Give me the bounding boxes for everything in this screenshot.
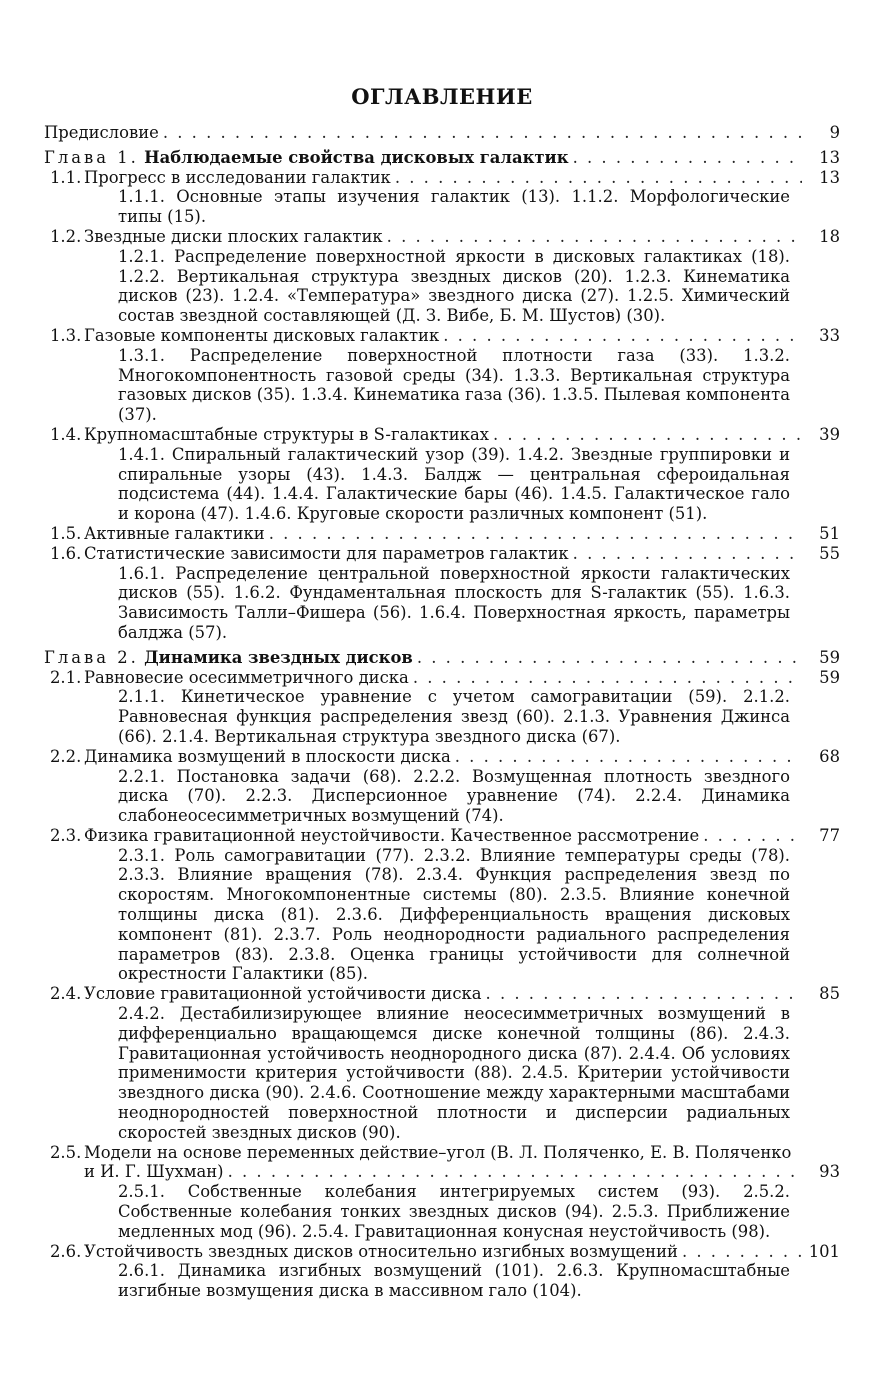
leader-dots [493, 425, 802, 445]
toc-section[interactable] [44, 747, 840, 767]
toc-chapters [44, 148, 840, 1301]
toc-page-number: 51 [819, 523, 840, 543]
section-label [50, 984, 482, 1004]
section-label [50, 424, 489, 445]
leader-dots [269, 524, 802, 544]
section-number: 2.5. [50, 1142, 82, 1162]
leader-dots [417, 648, 802, 668]
chapter-title: Наблюдаемые свойства дисковых галактик [144, 147, 569, 167]
page-title: ОГЛАВЛЕНИЕ [351, 84, 533, 109]
leader-dots [455, 747, 802, 767]
toc-page-number: 59 [819, 667, 840, 687]
leader-dots [387, 227, 802, 247]
toc-chapter-label [44, 148, 569, 168]
chapter-title: Динамика звездных дисков [144, 647, 413, 667]
toc-page-number: 55 [819, 543, 840, 563]
toc-section[interactable] [44, 227, 840, 247]
toc-section[interactable] [44, 1242, 840, 1262]
toc-section[interactable] [44, 168, 840, 188]
section-label [50, 325, 440, 346]
section-title: Крупномасштабные структуры в S-галактиках [84, 424, 489, 444]
section-number: 2.4. [50, 984, 82, 1004]
toc-page-number: 9 [829, 123, 840, 142]
leader-dots [228, 1162, 802, 1182]
section-title: Прогресс в исследовании галактик [84, 167, 391, 187]
section-title: Условие гравитационной устойчивости диска [84, 984, 482, 1004]
section-number: 1.4. [50, 424, 82, 444]
section-label [50, 825, 700, 846]
toc-page-number: 33 [819, 325, 840, 345]
toc-page-number: 18 [819, 226, 840, 246]
section-number: 1.2. [50, 226, 82, 246]
toc-page-number: 77 [819, 825, 840, 845]
toc-page [44, 84, 840, 1301]
leader-dots [395, 168, 802, 188]
toc-section[interactable] [44, 984, 840, 1004]
toc-section[interactable] [44, 544, 840, 564]
section-label [50, 746, 451, 767]
section-title: Статистические зависимости для параметров галактик [84, 543, 569, 563]
toc-page-number: 68 [819, 746, 840, 766]
section-title: Модели на основе переменных действие–угол (В. Л. Поляченко, Е. В. Поляченко [84, 1142, 792, 1162]
toc-section[interactable] [44, 1162, 840, 1182]
section-title: Устойчивость звездных дисков относительно изгибных возмущений [84, 1241, 678, 1261]
subsection-list: 1.1.1. Основные этапы изучения галактик (13). 1.1.2. Морфологические типы (15). [118, 187, 790, 227]
toc-chapter[interactable] [44, 648, 840, 668]
toc-section-title-line[interactable] [44, 1143, 840, 1163]
toc-chapter-label [44, 648, 413, 668]
leader-dots [682, 1242, 802, 1262]
leader-dots [413, 668, 802, 688]
section-title: Физика гравитационной неустойчивости. Качественное рассмотрение [84, 825, 700, 845]
section-title: Активные галактики [84, 523, 265, 543]
section-title: Динамика возмущений в плоскости диска [84, 746, 451, 766]
toc-page-number: 13 [819, 167, 840, 187]
leader-dots [573, 544, 802, 564]
section-title: Звездные диски плоских галактик [84, 226, 383, 246]
toc-preface[interactable] [44, 123, 840, 143]
toc-chapter[interactable] [44, 148, 840, 168]
section-number: 2.6. [50, 1241, 82, 1261]
section-number: 2.3. [50, 825, 82, 845]
section-number: 1.1. [50, 167, 82, 187]
leader-dots [486, 984, 802, 1004]
section-title: и И. Г. Шухман) [84, 1162, 224, 1182]
section-label [50, 226, 383, 247]
toc-page-number: 13 [819, 147, 840, 167]
leader-dots [443, 326, 802, 346]
toc-section[interactable] [44, 425, 840, 445]
chapter-word: Глава 1. [44, 147, 139, 167]
section-title: Газовые компоненты дисковых галактик [84, 325, 440, 345]
subsection-list: 1.2.1. Распределение поверхностной яркости в дисковых галактиках (18). 1.2.2. Вертикальная структура звездных дисков (20). 1.2.3. Кинематика дисков (23). 1.2.4. «Температура» звездного диска (27). 1.2.5. Химический состав звездной составляющей (Д. З. Вибе, Б. М. Шустов) (30). [118, 246, 790, 326]
toc-page-number: 93 [819, 1162, 840, 1182]
toc-section[interactable] [44, 326, 840, 346]
subsection-list: 2.4.2. Дестабилизирующее влияние неосесимметричных возмущений в дифференциально вращающемся диске конечной толщины (86). 2.4.3. Гравитационная устойчивость неоднородного диска (87). 2.4.4. Об условиях применимости критерия устойчивости (88). 2.4.5. Критерии устойчивости звездного диска (90). 2.4.6. Соотношение между характерными масштабами неоднородностей поверхностной плотности и дисперсии радиальных скоростей звездных дисков (90). [118, 1004, 790, 1142]
section-label [50, 667, 409, 688]
subsection-list: 2.6.1. Динамика изгибных возмущений (101). 2.6.3. Крупномасштабные изгибные возмущения диска в массивном гало (104). [118, 1261, 790, 1301]
section-label [50, 543, 569, 564]
toc-section[interactable] [44, 826, 840, 846]
section-number: 1.3. [50, 325, 82, 345]
section-label [50, 523, 265, 544]
section-number: 2.1. [50, 667, 82, 687]
toc-preface-label: Предисловие [44, 123, 159, 142]
subsection-list: 1.4.1. Спиральный галактический узор (39). 1.4.2. Звездные группировки и спиральные узоры (43). 1.4.3. Балдж — центральная сфероидальная подсистема (44). 1.4.4. Галактические бары (46). 1.4.5. Галактическое гало и корона (47). 1.4.6. Круговые скорости различных компонент (51). [118, 444, 790, 524]
section-title: Равновесие осесимметричного диска [84, 667, 409, 687]
leader-dots [573, 148, 802, 168]
subsection-list: 1.6.1. Распределение центральной поверхностной яркости галактических дисков (55). 1.6.2. Фундаментальная плоскость для S-галактик (55). 1.6.3. Зависимость Талли–Фишера (56). 1.6.4. Поверхностная яркость, параметры балджа (57). [118, 563, 790, 642]
subsection-list: 1.3.1. Распределение поверхностной плотности газа (33). 1.3.2. Многокомпонентность газовой среды (34). 1.3.3. Вертикальная структура газовых дисков (35). 1.3.4. Кинематика газа (36). 1.3.5. Пылевая компонента (37). [118, 345, 790, 425]
section-label [50, 1241, 678, 1262]
section-number: 1.5. [50, 523, 82, 543]
toc-section[interactable] [44, 524, 840, 544]
toc-page-number: 101 [808, 1241, 840, 1261]
subsection-list: 2.5.1. Собственные колебания интегрируемых систем (93). 2.5.2. Собственные колебания тонких звездных дисков (94). 2.5.3. Приближение медленных мод (96). 2.5.4. Гравитационная конусная неустойчивость (98). [118, 1182, 790, 1241]
subsection-list: 2.2.1. Постановка задачи (68). 2.2.2. Возмущенная плотность звездного диска (70). 2.2.3. Дисперсионное уравнение (74). 2.2.4. Динамика слабонеосесимметричных возмущений (74). [118, 766, 790, 826]
leader-dots [703, 826, 802, 846]
toc-page-number: 39 [819, 424, 840, 444]
subsection-list: 2.1.1. Кинетическое уравнение с учетом самогравитации (59). 2.1.2. Равновесная функция распределения звезд (60). 2.1.3. Уравнения Джинса (66). 2.1.4. Вертикальная структура звездного диска (67). [118, 687, 790, 746]
section-number: 1.6. [50, 543, 82, 563]
section-label [50, 167, 391, 188]
section-number: 2.2. [50, 746, 82, 766]
leader-dots [163, 123, 802, 143]
toc-page-number: 59 [819, 647, 840, 667]
chapter-word: Глава 2. [44, 647, 139, 667]
subsection-list: 2.3.1. Роль самогравитации (77). 2.3.2. Влияние температуры среды (78). 2.3.3. Влияние вращения (78). 2.3.4. Функция распределения звезд по скоростям. Многокомпонентные системы (80). 2.3.5. Влияние конечной толщины диска (81). 2.3.6. Дифференциальность вращения дисковых компонент (81). 2.3.7. Роль неоднородности радиального распределения параметров (83). 2.3.8. Оценка границы устойчивости для солнечной окрестности Галактики (85). [118, 845, 790, 984]
toc-page-number: 85 [819, 984, 840, 1004]
toc-section[interactable] [44, 668, 840, 688]
